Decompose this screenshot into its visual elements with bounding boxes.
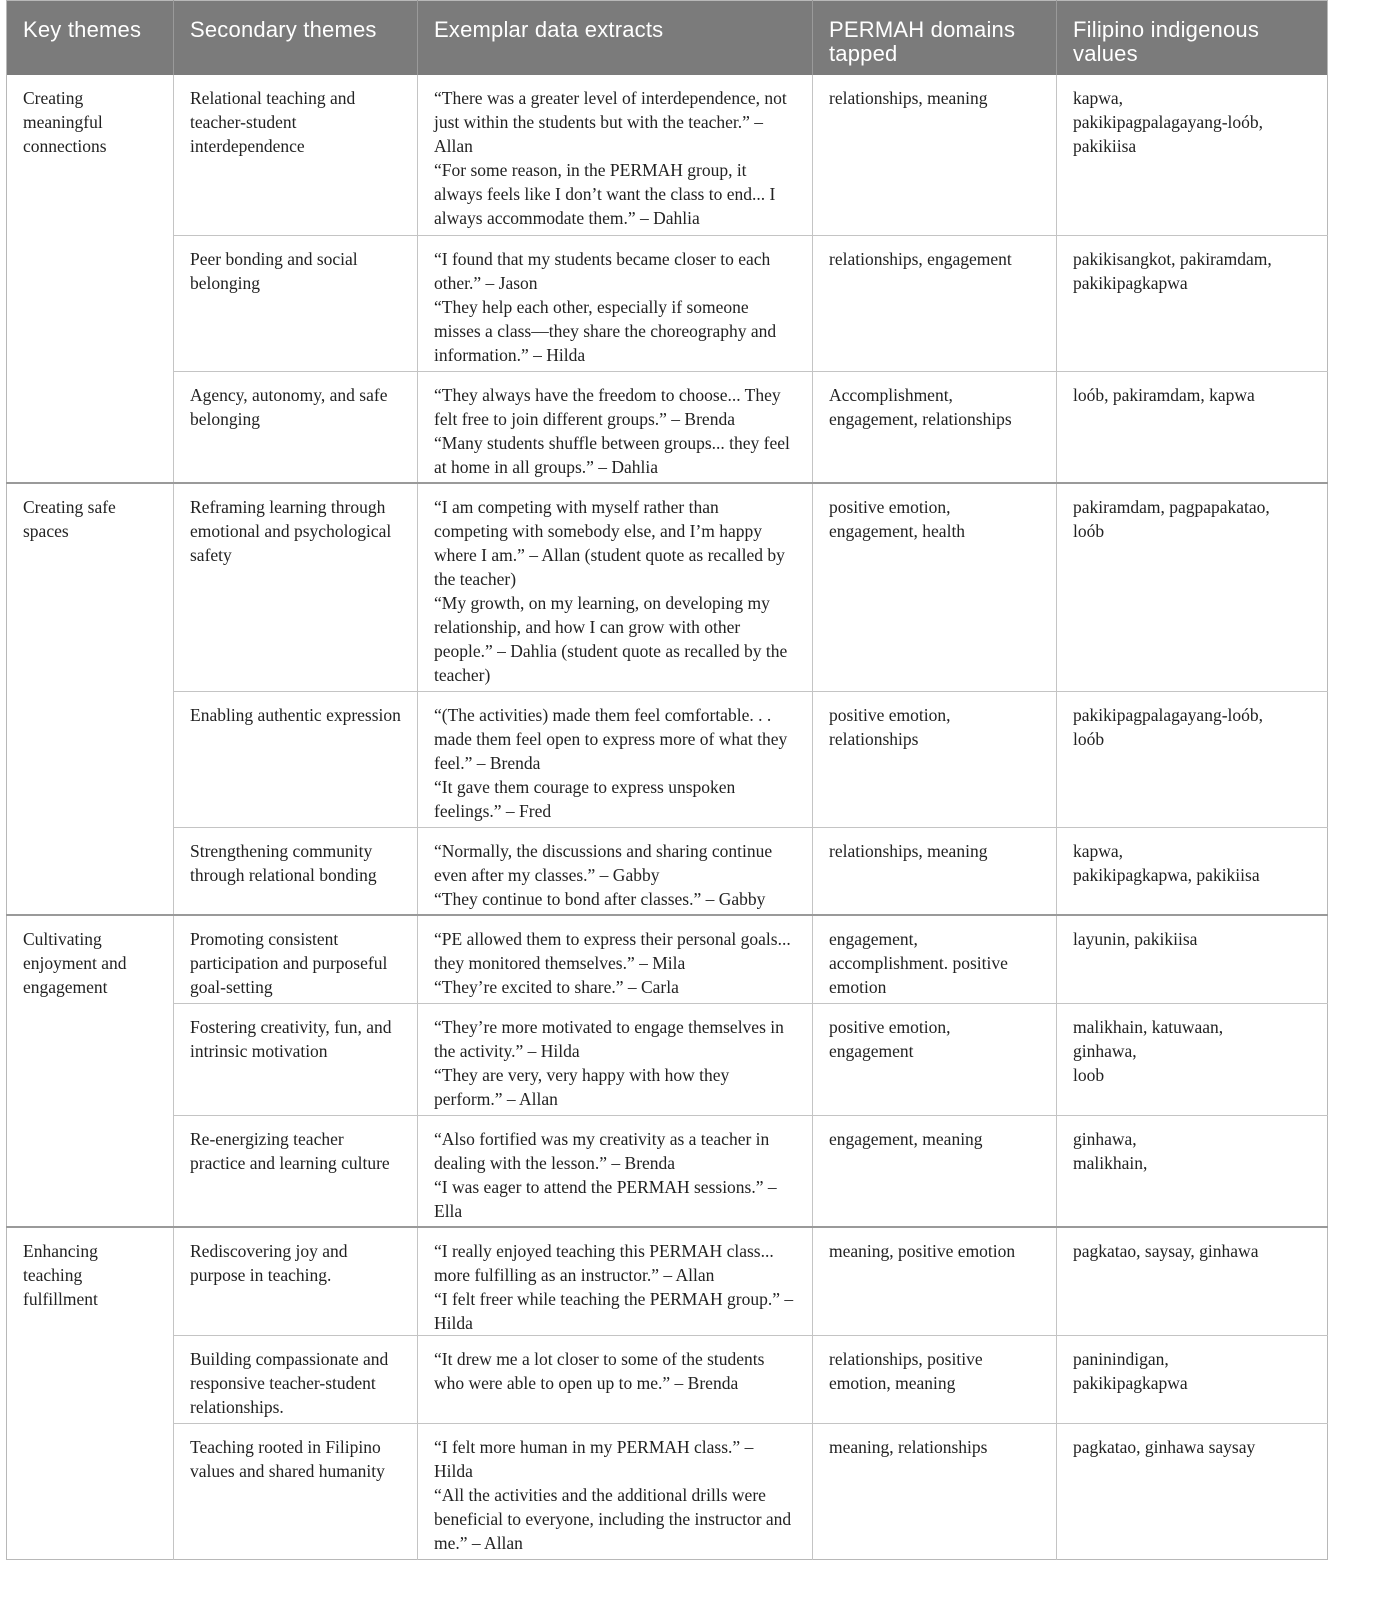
header-permah-domains: PERMAH domains tapped — [813, 1, 1057, 76]
table-row — [7, 1115, 1328, 1227]
secondary-theme-cell: Relational teaching and teacher-student interdependence — [174, 75, 418, 235]
table-row — [7, 915, 1328, 1003]
key-theme-cell: Creating meaningful connections — [23, 88, 107, 156]
table-row — [7, 371, 1328, 483]
filipino-values-cell: pakiramdam, pagpapakatao, loób — [1057, 483, 1328, 691]
table-row — [7, 1227, 1328, 1336]
exemplar-extract-cell: “I am competing with myself rather than competing with somebody else, and I’m happy where I am.” – Allan (student quote as recalled by the teacher) “My growth, on my learning, on developing my relationship, and how I can grow with other people.” – Dahlia (student quote as recalled by the teacher) — [418, 483, 813, 691]
secondary-theme-cell: Strengthening community through relational bonding — [174, 827, 418, 915]
filipino-values-cell: paninindigan, pakikipagkapwa — [1057, 1336, 1328, 1424]
table-row — [7, 1336, 1328, 1424]
permah-domains-cell: relationships, engagement — [813, 235, 1057, 371]
secondary-theme-cell: Enabling authentic expression — [174, 691, 418, 827]
secondary-theme-cell: Building compassionate and responsive teacher-student relationships. — [174, 1336, 418, 1424]
themes-table — [6, 0, 1328, 1560]
exemplar-extract-cell: “PE allowed them to express their personal goals... they monitored themselves.” – Mila “They’re excited to share.” – Carla — [418, 915, 813, 1003]
secondary-theme-cell: Peer bonding and social belonging — [174, 235, 418, 371]
filipino-values-cell: loób, pakiramdam, kapwa — [1057, 371, 1328, 483]
exemplar-extract-cell: “I felt more human in my PERMAH class.” – Hilda “All the activities and the additional drills were beneficial to everyone, including the instructor and me.” – Allan — [418, 1424, 813, 1560]
secondary-theme-cell: Rediscovering joy and purpose in teaching. — [174, 1227, 418, 1336]
exemplar-extract-cell: “(The activities) made them feel comfortable. . . made them feel open to express more of what they feel.” – Brenda “It gave them courage to express unspoken feelings.” – Fred — [418, 691, 813, 827]
header-secondary-themes: Secondary themes — [174, 1, 418, 76]
exemplar-extract-cell: “Normally, the discussions and sharing continue even after my classes.” – Gabby “They continue to bond after classes.” – Gabby — [418, 827, 813, 915]
exemplar-extract-cell: “They always have the freedom to choose... They felt free to join different groups.” – Brenda “Many students shuffle between groups... they feel at home in all groups.” – Dahlia — [418, 371, 813, 483]
header-filipino-values: Filipino indigenous values — [1057, 1, 1328, 76]
secondary-theme-cell: Teaching rooted in Filipino values and shared humanity — [174, 1424, 418, 1560]
permah-domains-cell: engagement, accomplishment. positive emotion — [813, 915, 1057, 1003]
secondary-theme-cell: Re-energizing teacher practice and learning culture — [174, 1115, 418, 1227]
filipino-values-cell: pagkatao, saysay, ginhawa — [1057, 1227, 1328, 1336]
table-body — [7, 75, 1328, 1560]
filipino-values-cell: layunin, pakikiisa — [1057, 915, 1328, 1003]
table-row — [7, 827, 1328, 915]
header-row — [7, 1, 1328, 76]
secondary-theme-cell: Reframing learning through emotional and psychological safety — [174, 483, 418, 691]
exemplar-extract-cell: “I really enjoyed teaching this PERMAH class... more fulfilling as an instructor.” – Allan “I felt freer while teaching the PERMAH group.” – Hilda — [418, 1227, 813, 1336]
secondary-theme-cell: Promoting consistent participation and purposeful goal-setting — [174, 915, 418, 1003]
table-row — [7, 75, 1328, 235]
key-theme-cell: Enhancing teaching fulfillment — [7, 1227, 174, 1560]
permah-domains-cell: relationships, positive emotion, meaning — [813, 1336, 1057, 1424]
permah-domains-cell: relationships, meaning — [813, 827, 1057, 915]
exemplar-extract-cell: “Also fortified was my creativity as a teacher in dealing with the lesson.” – Brenda “I was eager to attend the PERMAH sessions.” – Ella — [418, 1115, 813, 1227]
filipino-values-cell: ginhawa, malikhain, — [1057, 1115, 1328, 1227]
filipino-values-cell: pakikipagpalagayang-loób, loób — [1057, 691, 1328, 827]
permah-domains-cell: positive emotion, relationships — [813, 691, 1057, 827]
filipino-values-cell: malikhain, katuwaan, ginhawa, loob — [1057, 1003, 1328, 1115]
permah-domains-cell: positive emotion, engagement, health — [813, 483, 1057, 691]
header-exemplar-extracts: Exemplar data extracts — [418, 1, 813, 76]
permah-domains-cell: relationships, meaning — [813, 75, 1057, 235]
permah-domains-cell: meaning, positive emotion — [813, 1227, 1057, 1336]
filipino-values-cell: pakikisangkot, pakiramdam, pakikipagkapwa — [1057, 235, 1328, 371]
header-key-themes: Key themes — [7, 1, 174, 76]
exemplar-extract-cell: “I found that my students became closer to each other.” – Jason “They help each other, especially if someone misses a class—they share the choreography and information.” – Hilda — [418, 235, 813, 371]
permah-domains-cell: Accomplishment, engagement, relationships — [813, 371, 1057, 483]
filipino-values-cell: kapwa, pakikipagkapwa, pakikiisa — [1057, 827, 1328, 915]
exemplar-extract-cell: “It drew me a lot closer to some of the students who were able to open up to me.” – Brenda — [418, 1336, 813, 1424]
exemplar-extract-cell: “There was a greater level of interdependence, not just within the students but with the teacher.” – Allan “For some reason, in the PERMAH group, it always feels like I don’t want the class to end... I always accommodate them.” – Dahlia — [418, 75, 813, 235]
table-row — [7, 235, 1328, 371]
secondary-theme-cell: Fostering creativity, fun, and intrinsic motivation — [174, 1003, 418, 1115]
table-row — [7, 1003, 1328, 1115]
filipino-values-cell: pagkatao, ginhawa saysay — [1057, 1424, 1328, 1560]
exemplar-extract-cell: “They’re more motivated to engage themselves in the activity.” – Hilda “They are very, very happy with how they perform.” – Allan — [418, 1003, 813, 1115]
permah-domains-cell: meaning, relationships — [813, 1424, 1057, 1560]
key-theme-cell: Creating safe spaces — [7, 483, 174, 915]
filipino-values-cell: kapwa, pakikipagpalagayang-loób, pakikiisa — [1057, 75, 1328, 235]
table-row — [7, 483, 1328, 691]
secondary-theme-cell: Agency, autonomy, and safe belonging — [174, 371, 418, 483]
table-row — [7, 691, 1328, 827]
table-row — [7, 1424, 1328, 1560]
permah-domains-cell: positive emotion, engagement — [813, 1003, 1057, 1115]
permah-domains-cell: engagement, meaning — [813, 1115, 1057, 1227]
themes-table-container — [6, 0, 1327, 1560]
key-theme-cell: Cultivating enjoyment and engagement — [7, 915, 174, 1227]
